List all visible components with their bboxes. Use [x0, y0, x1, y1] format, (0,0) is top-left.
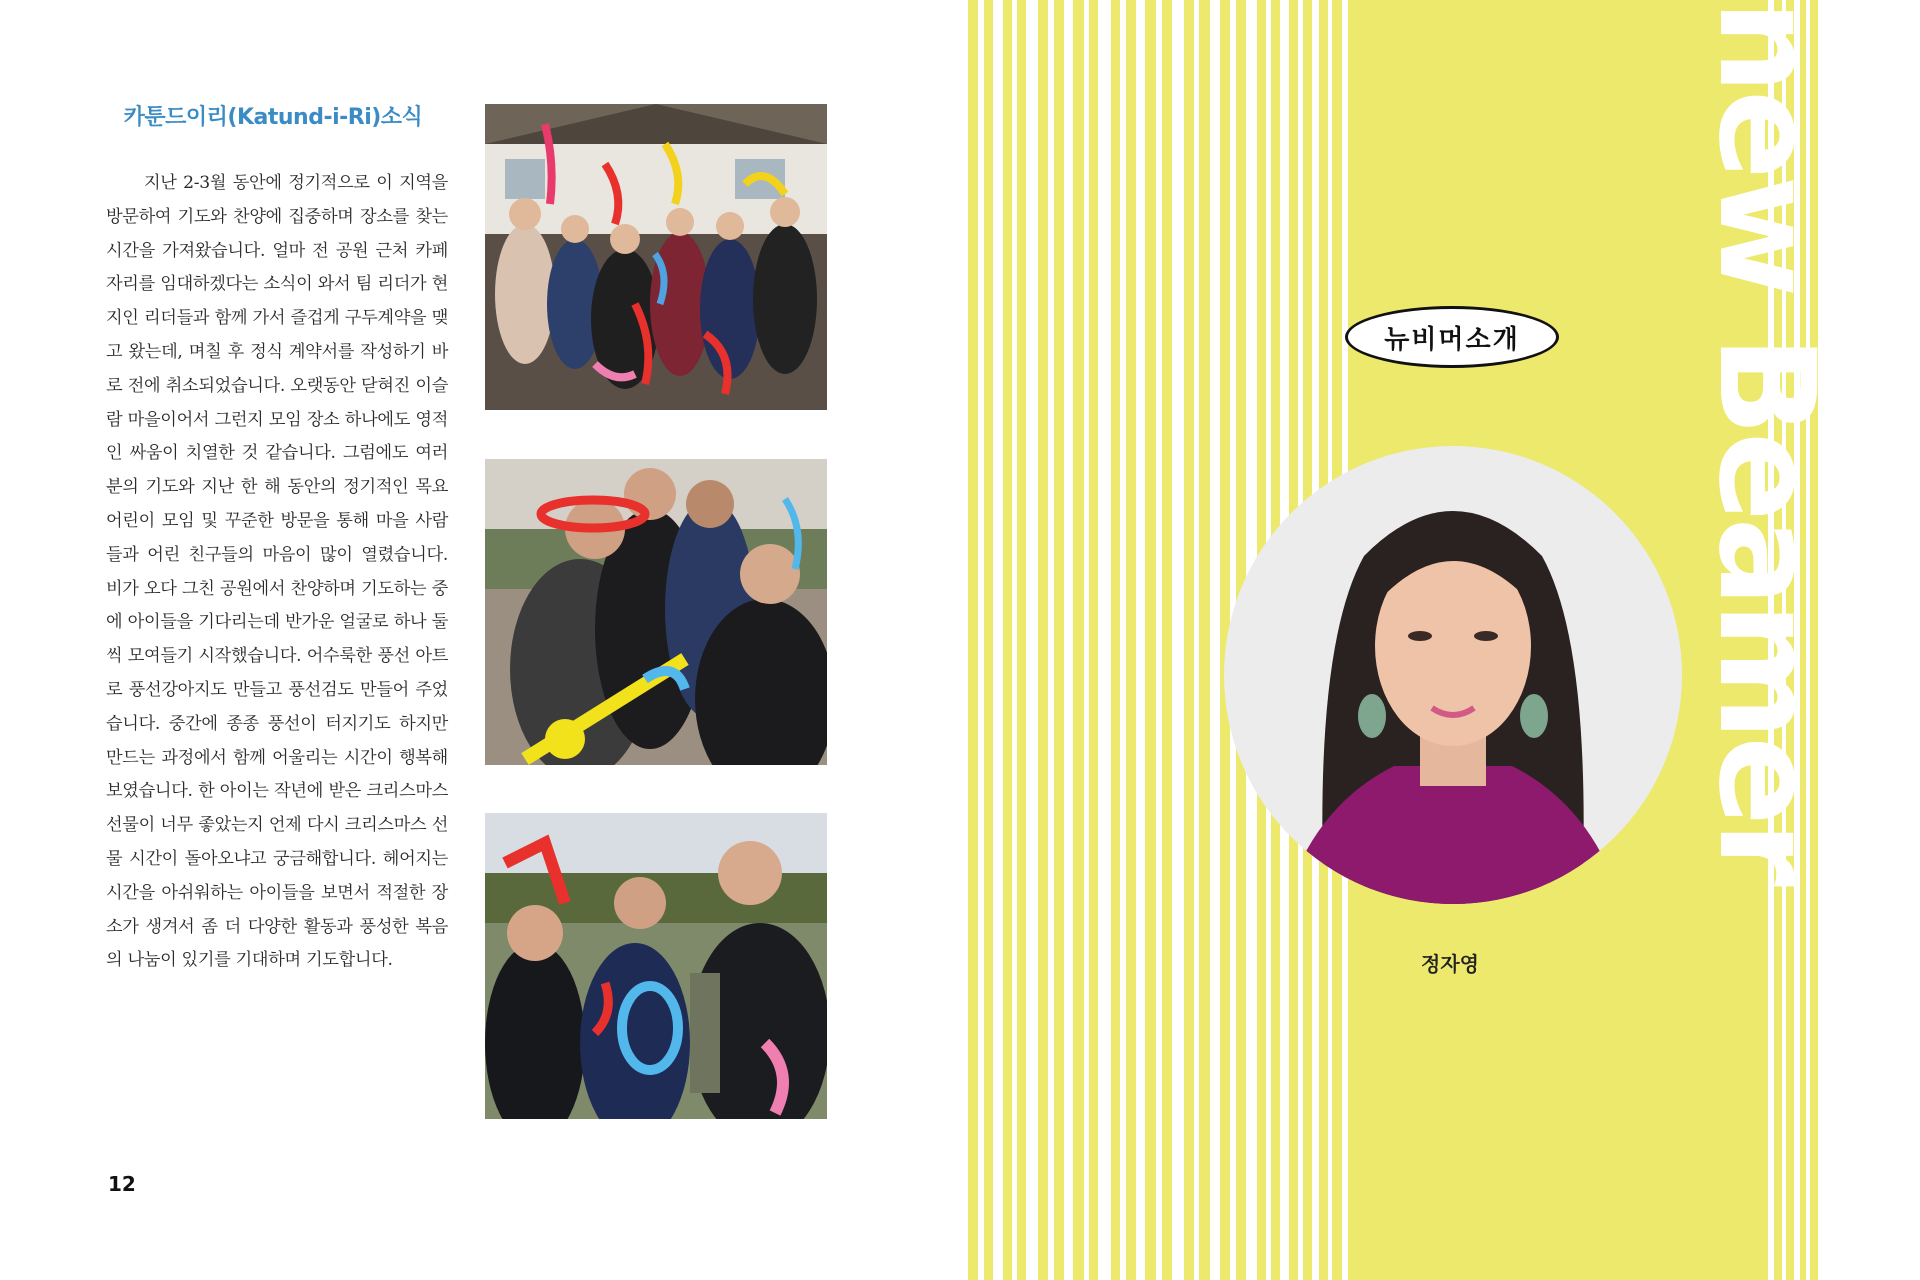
balloon-making-photo	[485, 459, 827, 765]
section-label: 뉴비머소개	[1345, 306, 1559, 368]
article-body: 지난 2-3월 동안에 정기적으로 이 지역을 방문하여 기도와 찬양에 집중하며 장소를 찾는 시간을 가져왔습니다. 얼마 전 공원 근처 카페 자리를 임대하겠다는 소식이 와서 팀 리더가 현지인 리더들과 함께 가서 즐겁게 구두계약을 맺고 왔는데, 며칠 후 정식 계약서를 작성하기 바로 전에 취소되었습니다. 오랫동안 닫혀진 이슬람 마을이어서 그런지 모임 장소 하나에도 영적인 싸움이 치열한 것 같습니다. 그럼에도 여러분의 기도와 지난 한 해 동안의 정기적인 목요 어린이 모임 및 꾸준한 방문을 통해 마을 사람들과 어린 친구들의 마음이 많이 열렸습니다. 비가 오다 그친 공원에서 찬양하며 기도하는 중에 아이들을 기다리는데 반가운 얼굴로 하나 둘씩 모여들기 시작했습니다. 어수룩한 풍선 아트로 풍선강아지도 만들고 풍선검도 만들어 주었습니다. 중간에 종종 풍선이 터지기도 하지만 만드는 과정에서 함께 어울리는 시간이 행복해 보였습니다. 한 아이는 작년에 받은 크리스마스 선물이 너무 좋았는지 언제 다시 크리스마스 선물 시간이 돌아오냐고 궁금해합니다. 헤어지는 시간을 아쉬워하는 아이들을 보면서 적절한 장소가 생겨서 좀 더 다양한 활동과 풍성한 복음의 나눔이 있기를 기대하며 기도합니다.	[106, 173, 448, 971]
right-page	[960, 0, 1920, 1280]
vertical-title-text: new Beamer	[1689, 0, 1843, 883]
portrait-photo	[1224, 446, 1682, 904]
page-number: 12	[108, 1172, 136, 1196]
person-name: 정자영	[1421, 952, 1479, 976]
balloon-group-photo	[485, 104, 827, 410]
article-title: 카툰드이리(Katund-i-Ri)소식	[123, 105, 423, 130]
kids-with-balloons-photo	[485, 813, 827, 1119]
